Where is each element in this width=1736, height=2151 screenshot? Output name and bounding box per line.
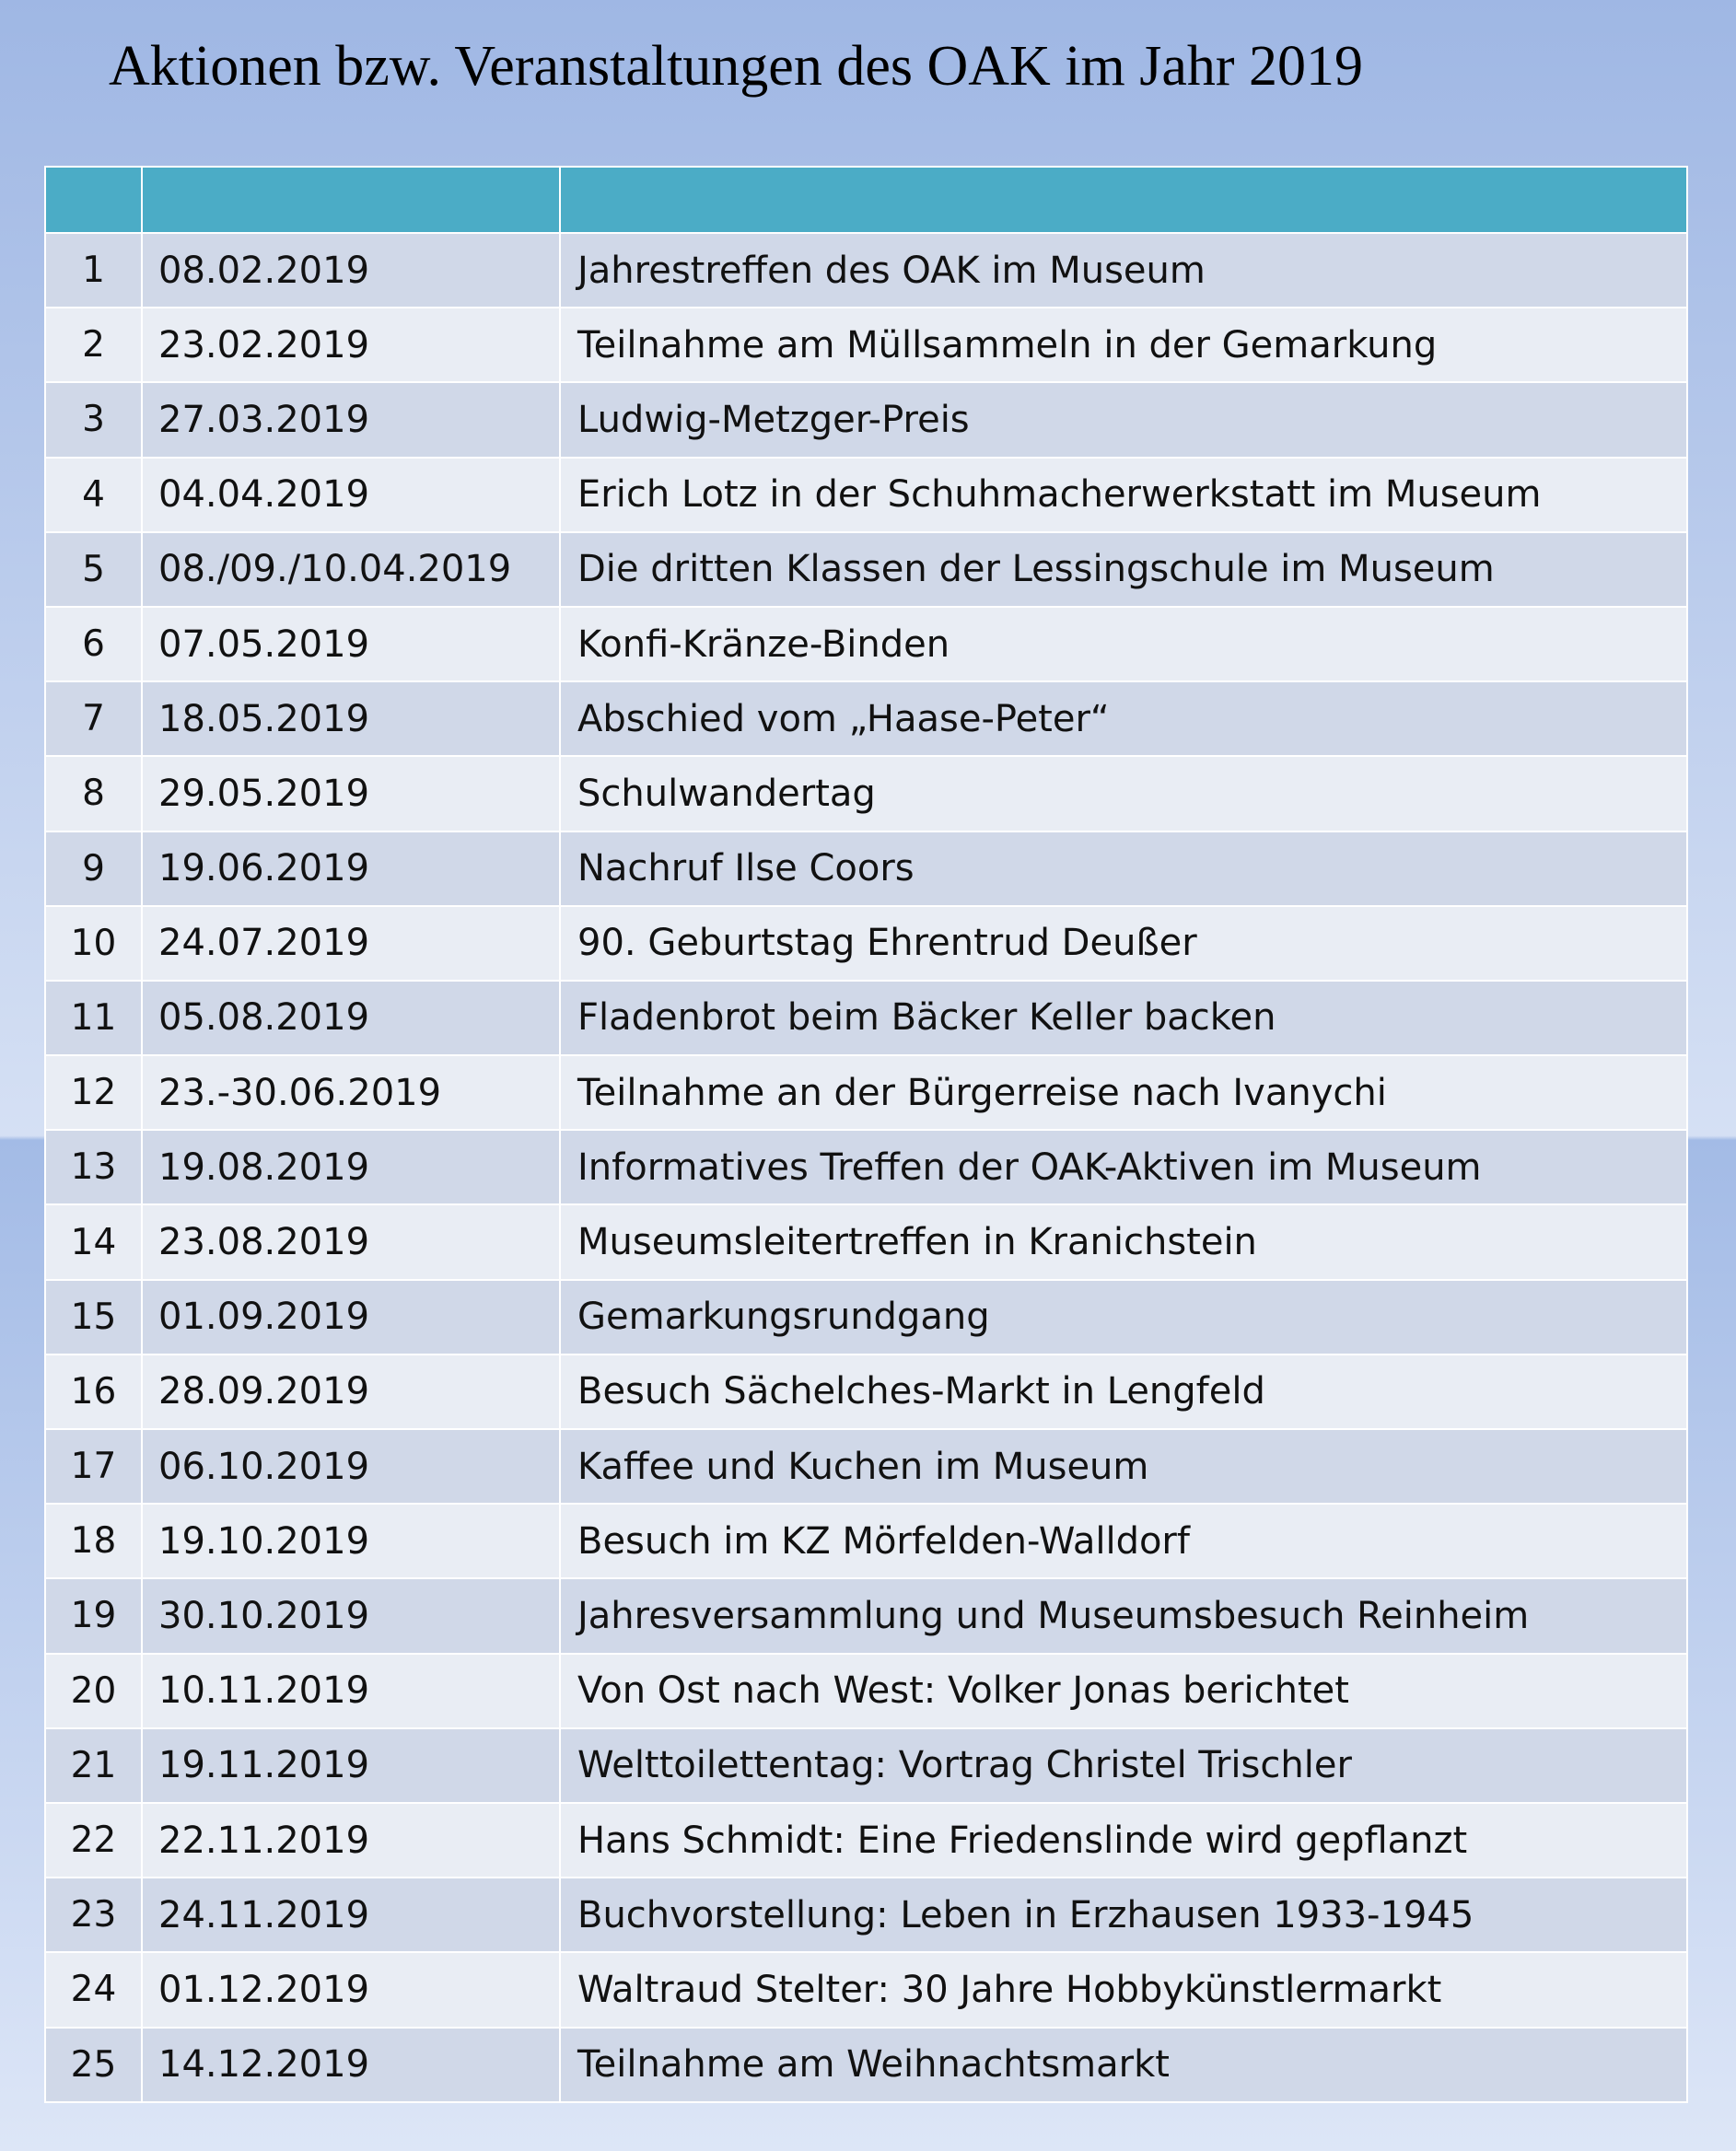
- row-number: 9: [45, 831, 142, 906]
- row-event: Erich Lotz in der Schuhmacherwerkstatt im Museum: [560, 458, 1687, 532]
- row-number: 3: [45, 382, 142, 457]
- table-row: [45, 1578, 1687, 1653]
- row-date: 10.11.2019: [142, 1654, 560, 1728]
- row-event: 90. Geburtstag Ehrentrud Deußer: [560, 906, 1687, 981]
- row-event: Teilnahme am Müllsammeln in der Gemarkung: [560, 308, 1687, 382]
- row-date: 19.08.2019: [142, 1130, 560, 1204]
- row-date: 23.08.2019: [142, 1204, 560, 1279]
- row-date: 19.06.2019: [142, 831, 560, 906]
- row-number: 19: [45, 1578, 142, 1653]
- table-row: [45, 233, 1687, 308]
- row-event: Buchvorstellung: Leben in Erzhausen 1933-1945: [560, 1878, 1687, 1952]
- table-row: [45, 1429, 1687, 1504]
- row-date: 28.09.2019: [142, 1355, 560, 1429]
- row-event: Fladenbrot beim Bäcker Keller backen: [560, 981, 1687, 1055]
- row-event: Besuch im KZ Mörfelden-Walldorf: [560, 1504, 1687, 1578]
- table-row: [45, 1952, 1687, 2027]
- row-date: 23.02.2019: [142, 308, 560, 382]
- row-event: Gemarkungsrundgang: [560, 1280, 1687, 1355]
- events-table: [44, 166, 1688, 2103]
- table-row: [45, 1055, 1687, 1130]
- table-row: [45, 382, 1687, 457]
- row-number: 16: [45, 1355, 142, 1429]
- row-date: 07.05.2019: [142, 607, 560, 681]
- row-number: 2: [45, 308, 142, 382]
- row-number: 22: [45, 1803, 142, 1878]
- row-number: 7: [45, 681, 142, 756]
- row-date: 08.02.2019: [142, 233, 560, 308]
- row-event: Teilnahme am Weihnachtsmarkt: [560, 2028, 1687, 2102]
- table-row: [45, 1355, 1687, 1429]
- table-header: [45, 167, 1687, 233]
- row-number: 21: [45, 1728, 142, 1803]
- row-number: 6: [45, 607, 142, 681]
- table-row: [45, 1280, 1687, 1355]
- header-date: [142, 167, 560, 233]
- row-date: 18.05.2019: [142, 681, 560, 756]
- table-row: [45, 1803, 1687, 1878]
- row-number: 10: [45, 906, 142, 981]
- header-row: [45, 167, 1687, 233]
- row-date: 08./09./10.04.2019: [142, 532, 560, 607]
- table-row: [45, 906, 1687, 981]
- row-number: 20: [45, 1654, 142, 1728]
- row-date: 01.12.2019: [142, 1952, 560, 2027]
- row-event: Hans Schmidt: Eine Friedenslinde wird gepflanzt: [560, 1803, 1687, 1878]
- row-date: 04.04.2019: [142, 458, 560, 532]
- table-row: [45, 1728, 1687, 1803]
- table-row: [45, 532, 1687, 607]
- row-event: Konfi-Kränze-Binden: [560, 607, 1687, 681]
- row-event: Waltraud Stelter: 30 Jahre Hobbykünstlermarkt: [560, 1952, 1687, 2027]
- header-number: [45, 167, 142, 233]
- table-row: [45, 831, 1687, 906]
- row-number: 11: [45, 981, 142, 1055]
- table-row: [45, 1130, 1687, 1204]
- table-row: [45, 458, 1687, 532]
- row-number: 14: [45, 1204, 142, 1279]
- table-body: [45, 233, 1687, 2102]
- row-date: 06.10.2019: [142, 1429, 560, 1504]
- row-date: 24.07.2019: [142, 906, 560, 981]
- row-number: 5: [45, 532, 142, 607]
- table-row: [45, 1504, 1687, 1578]
- row-number: 1: [45, 233, 142, 308]
- row-event: Informatives Treffen der OAK-Aktiven im Museum: [560, 1130, 1687, 1204]
- row-number: 18: [45, 1504, 142, 1578]
- row-event: Ludwig-Metzger-Preis: [560, 382, 1687, 457]
- row-event: Abschied vom „Haase-Peter“: [560, 681, 1687, 756]
- row-number: 12: [45, 1055, 142, 1130]
- row-number: 15: [45, 1280, 142, 1355]
- row-event: Teilnahme an der Bürgerreise nach Ivanychi: [560, 1055, 1687, 1130]
- row-date: 19.11.2019: [142, 1728, 560, 1803]
- header-event: [560, 167, 1687, 233]
- table-row: [45, 308, 1687, 382]
- page-title: Aktionen bzw. Veranstaltungen des OAK im Jahr 2019: [109, 35, 1364, 98]
- row-date: 30.10.2019: [142, 1578, 560, 1653]
- row-date: 29.05.2019: [142, 756, 560, 831]
- table-row: [45, 1654, 1687, 1728]
- row-date: 24.11.2019: [142, 1878, 560, 1952]
- row-event: Welttoilettentag: Vortrag Christel Trischler: [560, 1728, 1687, 1803]
- row-number: 25: [45, 2028, 142, 2102]
- row-event: Kaffee und Kuchen im Museum: [560, 1429, 1687, 1504]
- table-row: [45, 1204, 1687, 1279]
- table-row: [45, 981, 1687, 1055]
- row-date: 23.-30.06.2019: [142, 1055, 560, 1130]
- row-date: 27.03.2019: [142, 382, 560, 457]
- table-row: [45, 681, 1687, 756]
- row-number: 13: [45, 1130, 142, 1204]
- row-number: 17: [45, 1429, 142, 1504]
- row-date: 14.12.2019: [142, 2028, 560, 2102]
- row-number: 8: [45, 756, 142, 831]
- row-event: Jahresversammlung und Museumsbesuch Reinheim: [560, 1578, 1687, 1653]
- row-event: Besuch Sächelches-Markt in Lengfeld: [560, 1355, 1687, 1429]
- table-row: [45, 756, 1687, 831]
- row-event: Nachruf Ilse Coors: [560, 831, 1687, 906]
- table-row: [45, 1878, 1687, 1952]
- row-event: Museumsleitertreffen in Kranichstein: [560, 1204, 1687, 1279]
- row-number: 23: [45, 1878, 142, 1952]
- row-date: 05.08.2019: [142, 981, 560, 1055]
- row-number: 4: [45, 458, 142, 532]
- row-event: Schulwandertag: [560, 756, 1687, 831]
- row-event: Jahrestreffen des OAK im Museum: [560, 233, 1687, 308]
- row-date: 19.10.2019: [142, 1504, 560, 1578]
- row-date: 22.11.2019: [142, 1803, 560, 1878]
- row-date: 01.09.2019: [142, 1280, 560, 1355]
- table-row: [45, 607, 1687, 681]
- row-number: 24: [45, 1952, 142, 2027]
- row-event: Die dritten Klassen der Lessingschule im Museum: [560, 532, 1687, 607]
- table-row: [45, 2028, 1687, 2102]
- row-event: Von Ost nach West: Volker Jonas berichtet: [560, 1654, 1687, 1728]
